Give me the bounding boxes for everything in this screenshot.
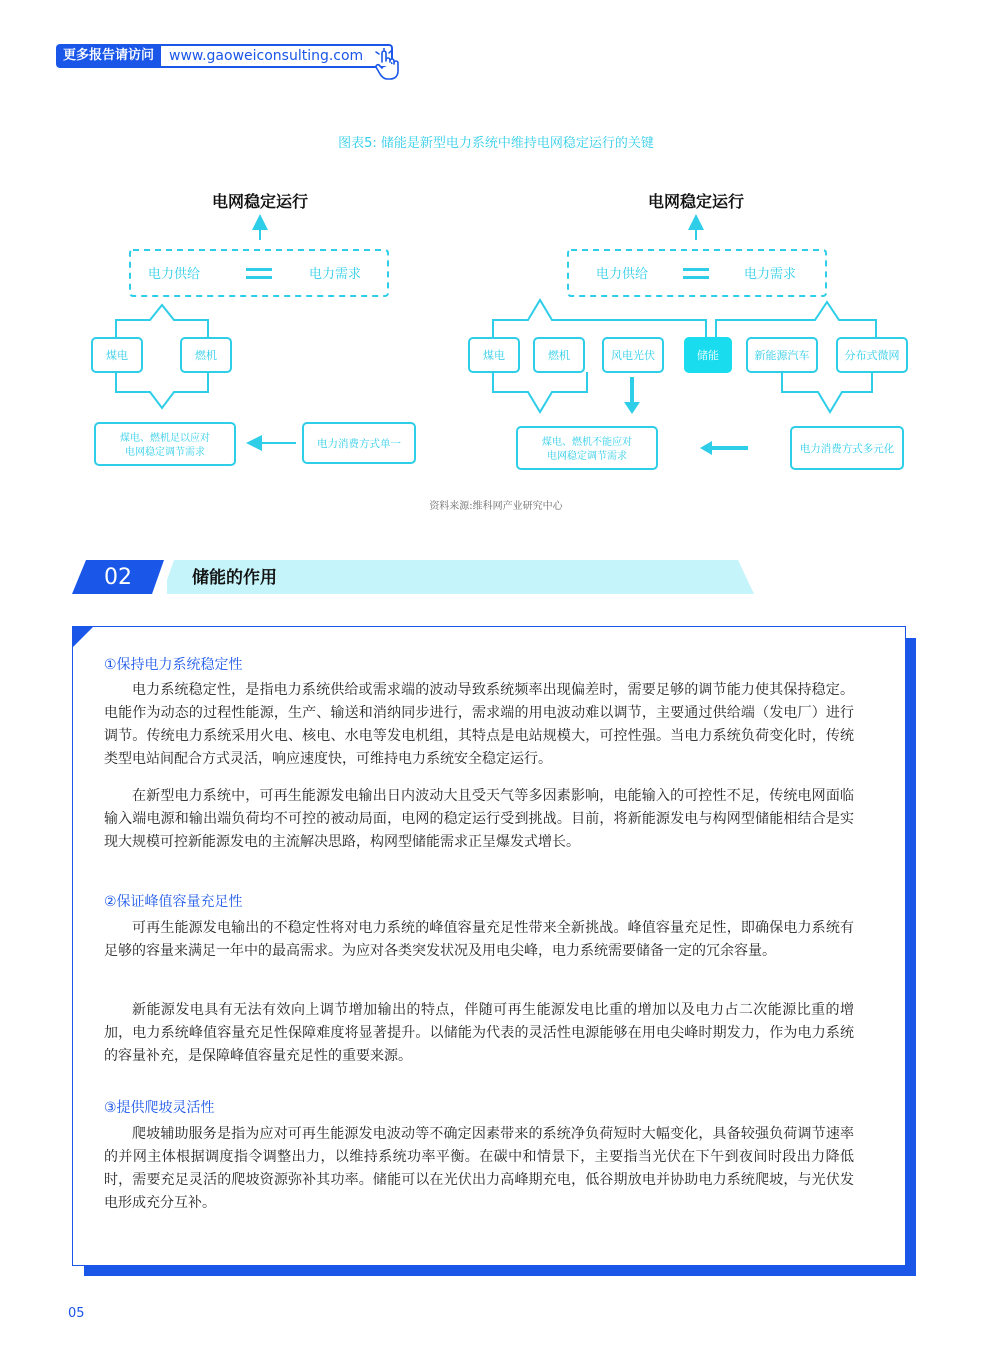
right-demand-label: 电力需求 <box>743 267 797 282</box>
right-arrow-to-result <box>700 441 748 455</box>
right-source-gas-label: 燃机 <box>548 349 570 362</box>
section-title: 储能的作用 <box>192 568 277 588</box>
right-result-line1: 煤电、燃机不能应对 <box>542 437 632 448</box>
paragraph: 爬坡辅助服务是指为应对可再生能源发电波动等不确定因素带来的系统净负荷短时大幅变化，具备较强负荷调节速率的并网主体根据调度指令调整出力，以维持系统功率平衡。在碳中和情景下，主要指当光伏在下午到夜间时段出力降低时，需要充足灵活的爬坡资源弥补其功率。储能可以在光伏出力高峰期充电，低谷期放电并协助电力系统爬坡，与光伏发电形成充分互补。 <box>104 1126 854 1211</box>
left-source-coal-label: 煤电 <box>106 349 128 362</box>
banner-url-link[interactable]: www.gaoweiconsulting.com <box>161 44 393 68</box>
right-source-microgrid-label: 分布式微网 <box>844 349 900 362</box>
left-supply-label: 电力供给 <box>147 267 201 282</box>
figure-source: 资料来源:维科网产业研究中心 <box>429 501 563 512</box>
section-header-bar <box>72 560 754 594</box>
right-driver-label: 电力消费方式多元化 <box>799 443 895 455</box>
left-top-title: 电网稳定运行 <box>211 192 309 211</box>
right-bottom-brace-right <box>782 372 872 412</box>
right-top-brace-right <box>716 302 876 340</box>
subheading-stability: ①保持电力系统稳定性 <box>104 657 243 673</box>
left-result-line1: 煤电、燃机足以应对 <box>120 433 210 444</box>
left-equals-icon <box>246 268 272 279</box>
right-down-arrow <box>624 377 640 414</box>
subheading-peak-capacity: ②保证峰值容量充足性 <box>104 894 243 910</box>
left-result-line2: 电网稳定调节需求 <box>125 447 205 458</box>
right-equals-icon <box>683 268 709 279</box>
left-bottom-brace <box>116 372 208 408</box>
paragraph: 可再生能源发电输出的不稳定性将对电力系统的峰值容量充足性带来全新挑战。峰值容量充足性，即确保电力系统有足够的容量来满足一年中的最高需求。为应对各类突发状况及用电尖峰，电力系统需要储备一定的冗余容量。 <box>104 920 854 959</box>
right-result-line2: 电网稳定调节需求 <box>547 451 627 462</box>
left-source-gas-label: 燃机 <box>195 349 217 362</box>
figure-caption: 图表5: 储能是新型电力系统中维持电网稳定运行的关键 <box>338 136 654 151</box>
right-top-title: 电网稳定运行 <box>647 192 745 211</box>
paragraph: 在新型电力系统中，可再生能源发电输出日内波动大且受天气等多因素影响，电能输入的可控性不足，传统电网面临输入端电源和输出端负荷均不可控的被动局面，电网的稳定运行受到挑战。目前，将新能源发电与构网型储能相结合是实现大规模可控新能源发电的主流解决思路，构网型储能需求正呈爆发式增长。 <box>104 788 854 850</box>
content-box-corner <box>72 626 94 648</box>
right-source-wind-solar-label: 风电光伏 <box>611 349 655 362</box>
right-bottom-brace <box>493 372 587 412</box>
left-diagram <box>92 192 415 465</box>
section-number: 02 <box>104 565 132 590</box>
header-banner <box>56 44 393 68</box>
right-diagram <box>469 192 907 469</box>
left-demand-label: 电力需求 <box>308 267 362 282</box>
right-source-storage-label: 储能 <box>697 349 719 362</box>
banner-label: 更多报告请访问 <box>56 44 161 68</box>
right-source-ev-label: 新能源汽车 <box>754 349 810 362</box>
right-supply-label: 电力供给 <box>595 267 649 282</box>
left-result-box <box>95 423 235 465</box>
flow-diagram <box>0 180 992 500</box>
page-number: 05 <box>68 1306 85 1321</box>
left-driver-label: 电力消费方式单一 <box>317 438 401 450</box>
right-top-brace-left <box>493 300 706 340</box>
right-result-box <box>517 427 657 469</box>
paragraph: 电力系统稳定性，是指电力系统供给或需求端的波动导致系统频率出现偏差时，需要足够的调节能力使其保持稳定。电能作为动态的过程性能源，生产、输送和消纳同步进行，需求端的用电波动难以调节，主要通过供给端（发电厂）进行调节。传统电力系统采用火电、核电、水电等发电机组，其特点是电站规模大，可控性强。当电力系统负荷变化时，传统类型电站间配合方式灵活，响应速度快，可维持电力系统安全稳定运行。 <box>104 682 854 767</box>
subheading-ramping: ③提供爬坡灵活性 <box>104 1100 215 1116</box>
pointer-hand-icon <box>371 48 401 80</box>
right-source-coal-label: 煤电 <box>483 349 505 362</box>
left-top-brace <box>116 305 208 340</box>
paragraph: 新能源发电具有无法有效向上调节增加输出的特点，伴随可再生能源发电比重的增加以及电力占二次能源比重的增加，电力系统峰值容量充足性保障难度将显著提升。以储能为代表的灵活性电源能够在用电尖峰时期发力，作为电力系统的容量补充，是保障峰值容量充足性的重要来源。 <box>104 1002 854 1064</box>
